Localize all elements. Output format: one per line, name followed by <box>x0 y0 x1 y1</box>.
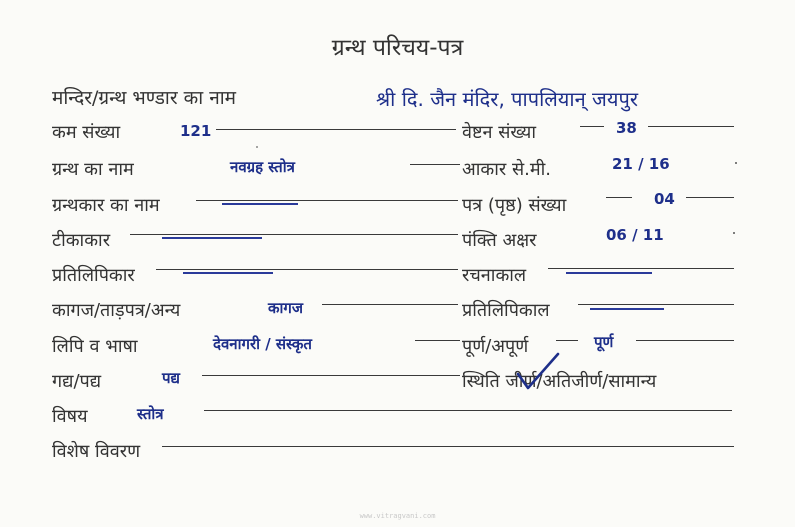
field-line-page-count <box>606 197 632 198</box>
paper-speck <box>256 146 258 148</box>
paper-speck <box>735 162 737 164</box>
field-value-line-letters: 06 / 11 <box>606 226 664 244</box>
field-line-author <box>196 200 458 201</box>
blank-mark-copy-period <box>590 308 664 310</box>
field-value-complete-incomplete: पूर्ण <box>594 333 614 351</box>
field-line-commentator <box>130 234 458 235</box>
field-label-copy-period: प्रतिलिपिकाल <box>462 300 550 321</box>
field-label-page-count: पत्र (पृष्ठ) संख्या <box>462 195 567 216</box>
field-label-complete-incomplete: पूर्ण/अपूर्ण <box>462 336 529 357</box>
field-line-wrap-number-tail <box>648 126 734 127</box>
field-label-special-details: विशेष विवरण <box>52 441 141 462</box>
field-value-script-language: देवनागरी / संस्कृत <box>213 335 312 353</box>
field-line-copy-period <box>578 304 734 305</box>
field-value-wrap-number: 38 <box>616 119 637 137</box>
header-label: मन्दिर/ग्रन्थ भण्डार का नाम <box>52 87 237 109</box>
field-label-copyist: प्रतिलिपिकार <box>52 265 135 286</box>
field-label-subject: विषय <box>52 406 88 427</box>
field-line-script-language <box>415 340 460 341</box>
watermark: www.vitragvani.com <box>359 512 436 520</box>
field-line-serial <box>216 129 456 130</box>
field-value-granth-name: नवग्रह स्तोत्र <box>230 158 295 176</box>
field-label-line-letters: पंक्ति अक्षर <box>462 230 537 251</box>
header-value: श्री दि. जैन मंदिर, पापलियान् जयपुर <box>376 87 639 111</box>
field-value-prose-verse: पद्य <box>162 369 180 387</box>
card-title: ग्रन्थ परिचय-पत्र <box>331 35 464 61</box>
field-label-author: ग्रन्थकार का नाम <box>52 195 160 216</box>
field-label-prose-verse: गद्य/पद्य <box>52 371 102 392</box>
blank-mark-author <box>222 203 298 205</box>
field-line-page-count-tail <box>686 197 734 198</box>
field-label-granth-name: ग्रन्थ का नाम <box>52 159 134 180</box>
field-line-granth-name <box>410 164 460 165</box>
paper-speck <box>733 232 735 234</box>
field-line-complete-incomplete-tail <box>636 340 734 341</box>
field-line-special-details <box>162 446 734 447</box>
field-label-composition-period: रचनाकाल <box>462 265 527 286</box>
field-value-serial: 121 <box>180 122 212 140</box>
field-label-condition: स्थिति जीर्ण/अतिजीर्ण/सामान्य <box>462 371 657 392</box>
field-line-prose-verse <box>202 375 460 376</box>
field-line-complete-incomplete <box>556 340 578 341</box>
field-line-wrap-number <box>580 126 604 127</box>
field-label-commentator: टीकाकार <box>52 230 111 251</box>
checkmark-icon <box>514 350 564 394</box>
blank-mark-composition-period <box>566 272 652 274</box>
field-label-wrap-number: वेष्टन संख्या <box>462 122 537 143</box>
blank-mark-commentator <box>162 237 262 239</box>
field-label-size-cm: आकार से.मी. <box>462 159 552 180</box>
field-label-serial: कम संख्या <box>52 122 121 143</box>
field-value-material: कागज <box>268 299 303 317</box>
blank-mark-copyist <box>183 272 273 274</box>
field-label-script-language: लिपि व भाषा <box>52 336 138 357</box>
field-value-subject: स्तोत्र <box>137 405 164 423</box>
field-label-material: कागज/ताड़पत्र/अन्य <box>52 300 181 321</box>
field-line-subject <box>204 410 732 411</box>
field-line-material <box>322 304 458 305</box>
field-value-page-count: 04 <box>654 190 675 208</box>
field-value-size-cm: 21 / 16 <box>612 155 670 173</box>
field-line-composition-period <box>548 268 734 269</box>
field-line-copyist <box>156 269 458 270</box>
